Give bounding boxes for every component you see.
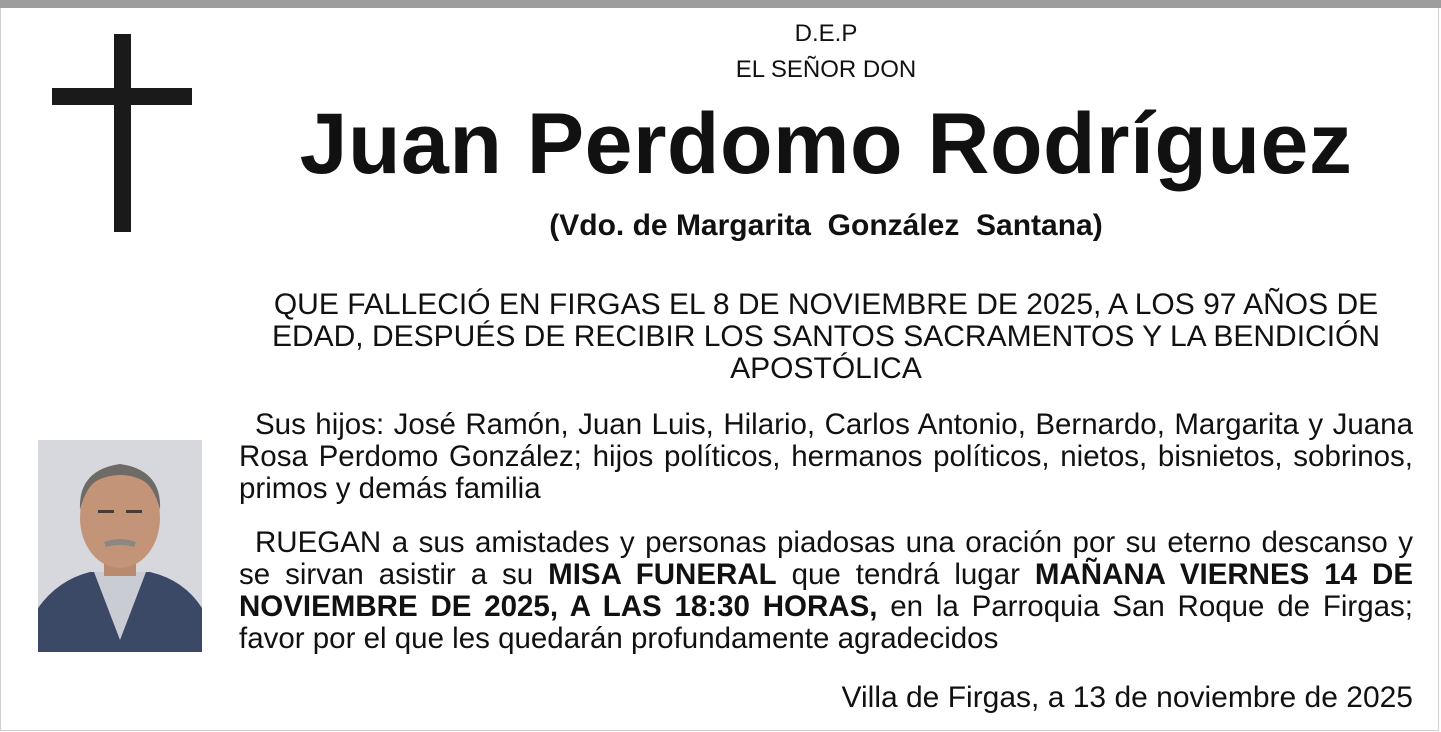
funeral-request-paragraph [239,527,1413,655]
portrait-photo [38,440,202,652]
dep-heading: D.E.P [794,20,858,47]
closing-place-date: Villa de Firgas, a 13 de noviembre de 2025 [841,681,1413,714]
request-bold-1: MISA FUNERAL [548,558,777,591]
request-bold-2: MAÑANA VIERNES 14 DE NOVIEMBRE DE 2025, A LAS 18:30 HORAS, [239,558,1414,623]
request-text-3: en la Parroquia San Roque de Firgas; favor por el que les quedarán profundamente agradecidos [239,590,1413,655]
death-announcement: QUE FALLECIÓ EN FIRGAS EL 8 DE NOVIEMBRE DE 2025, A LOS 97 AÑOS DE EDAD, DESPUÉS DE RECIBIR LOS SANTOS SACRAMENTOS Y LA BENDICIÓN APOSTÓLICA [271,288,1381,385]
deceased-name: Juan Perdomo Rodríguez [299,96,1353,192]
latin-cross-icon [52,34,192,232]
family-paragraph: Sus hijos: José Ramón, Juan Luis, Hilario, Carlos Antonio, Bernardo, Margarita y Juana Rosa Perdomo González; hijos políticos, hermanos políticos, nietos, bisnietos, sobrinos, primos y demás familia [239,408,1413,505]
request-text-2: que tendrá lugar [776,558,1035,591]
request-text-1: RUEGAN a sus amistades y personas piadosas una oración por su eterno descanso y se sirvan asistir a su [239,526,1413,591]
title-prefix: EL SEÑOR DON [735,56,917,83]
widower-line: (Vdo. de Margarita González Santana) [549,209,1103,242]
top-border-bar [0,0,1441,8]
